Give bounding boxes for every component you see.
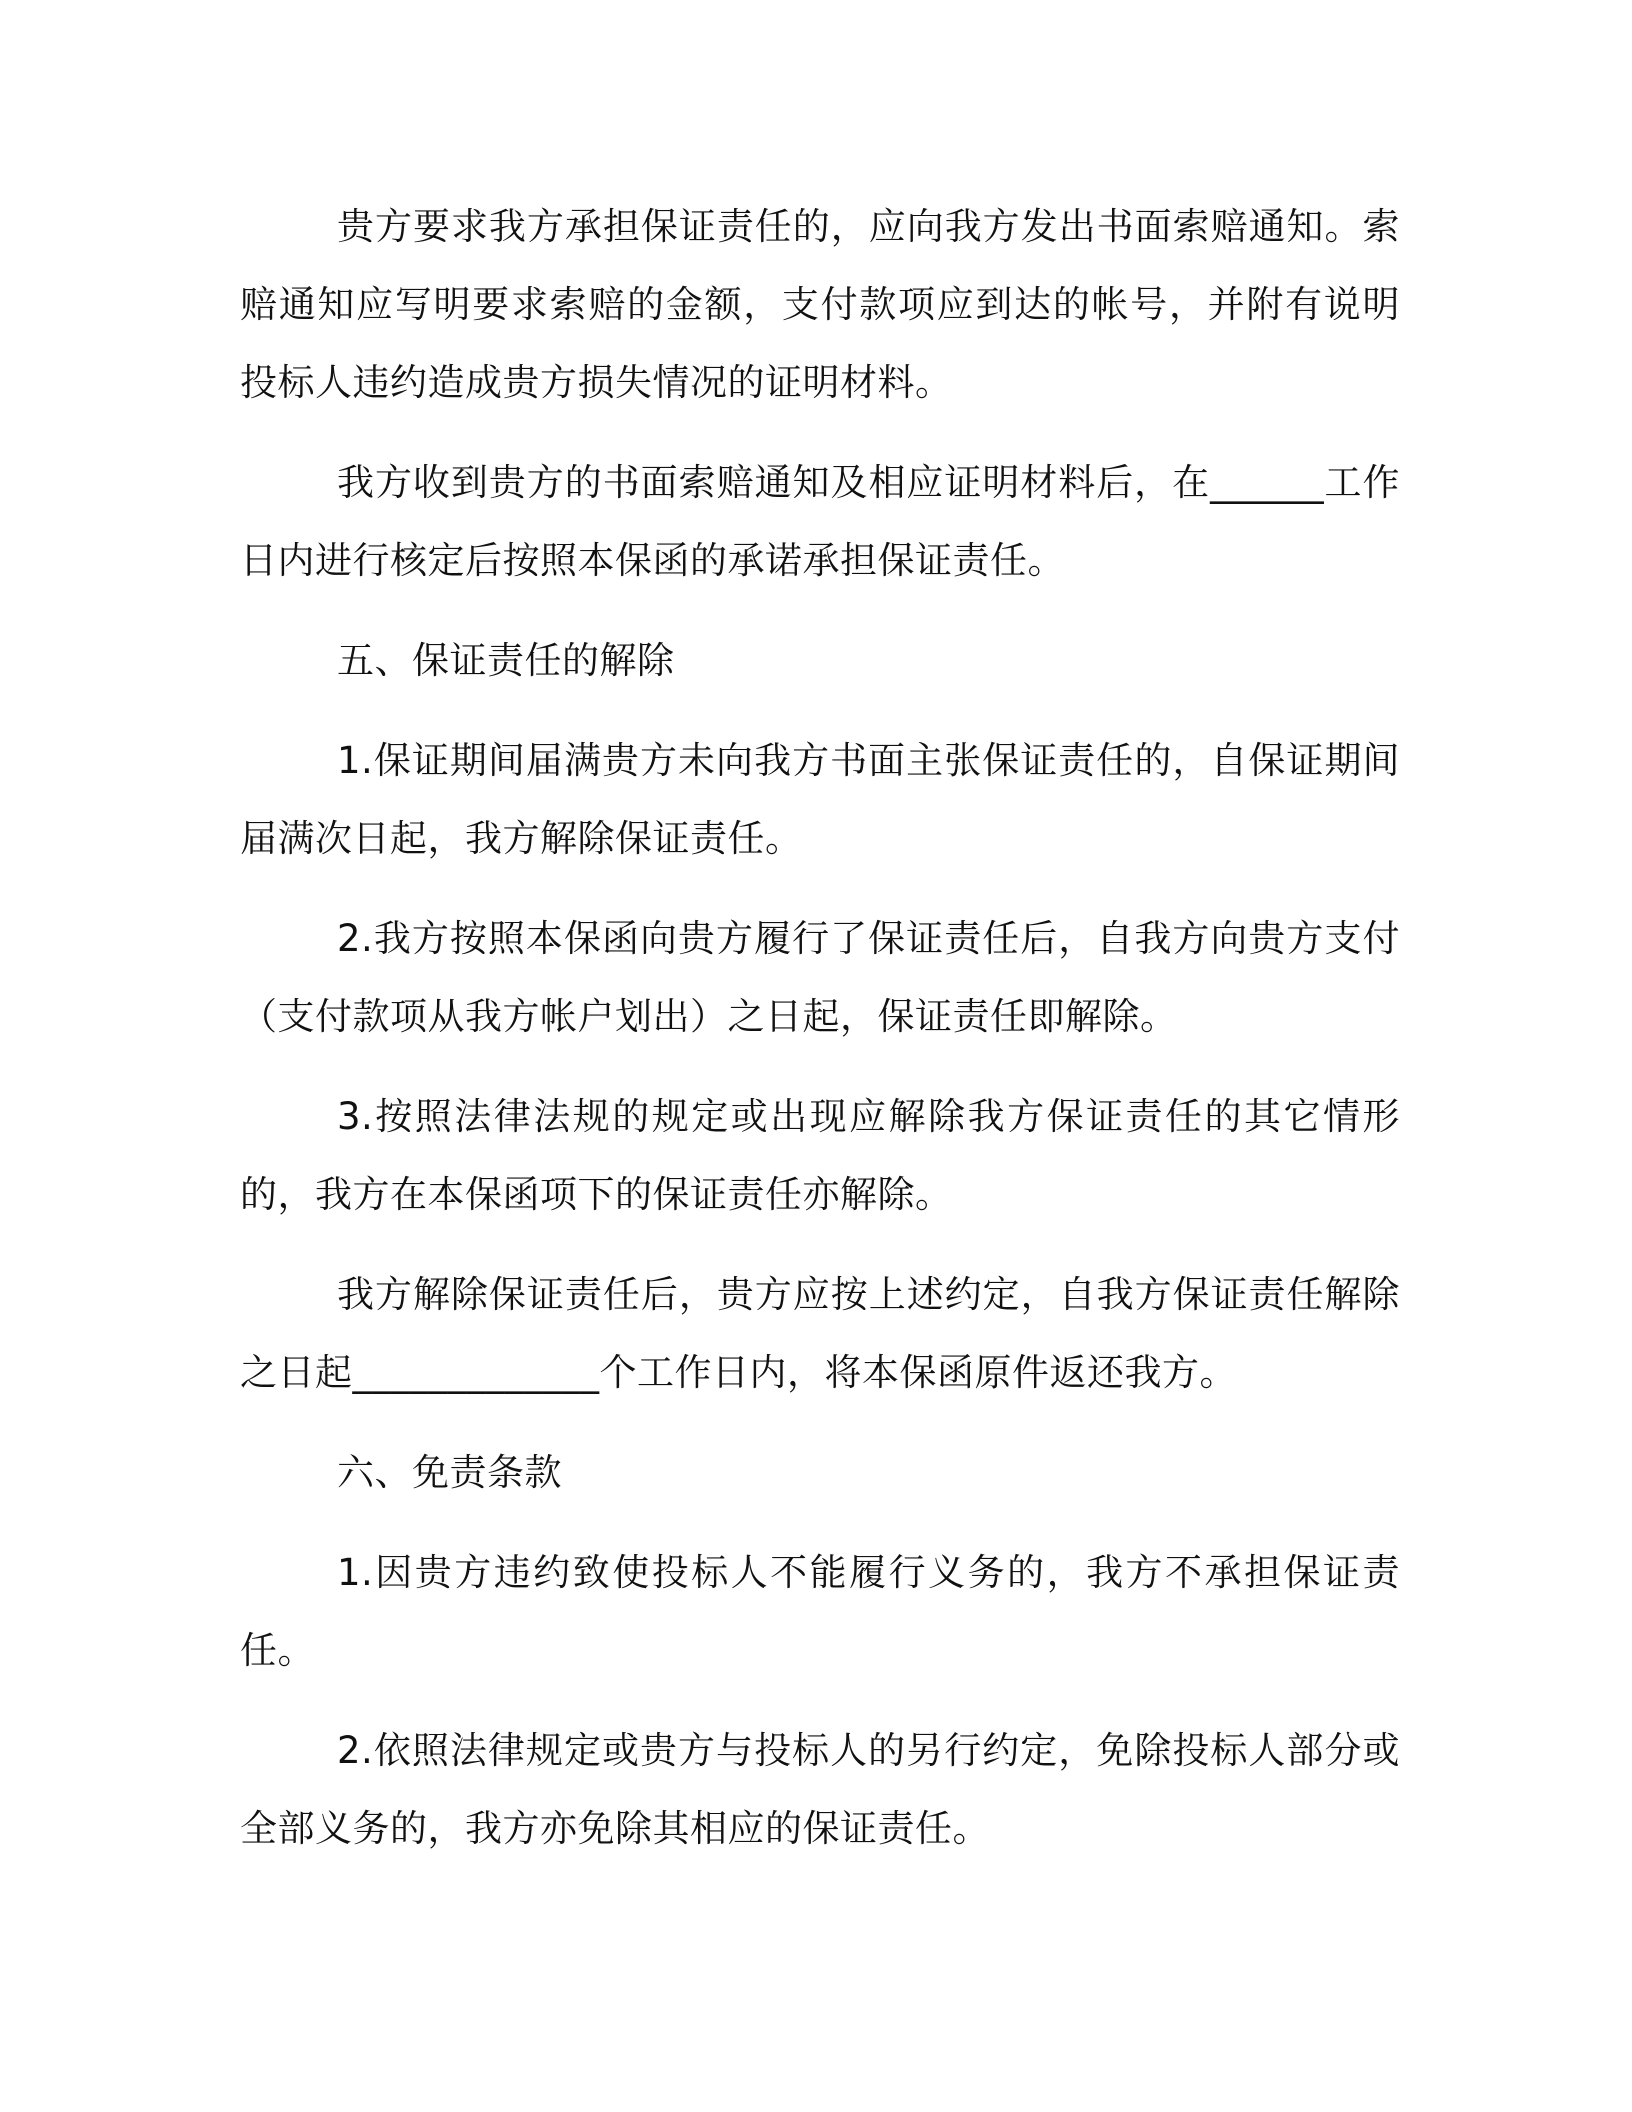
paragraph-release-1: 1.保证期间届满贵方未向我方书面主张保证责任的，自保证期间届满次日起，我方解除保证责任。	[240, 739, 1400, 860]
paragraph-verification: 我方收到贵方的书面索赔通知及相应证明材料后，在______工作日内进行核定后按照本保函的承诺承担保证责任。	[240, 461, 1400, 582]
paragraph-release-2: 2.我方按照本保函向贵方履行了保证责任后，自我方向贵方支付（支付款项从我方帐户划出）之日起，保证责任即解除。	[240, 917, 1400, 1038]
document-body	[240, 188, 1400, 1890]
paragraph-return-original: 我方解除保证责任后，贵方应按上述约定，自我方保证责任解除之日起_____________个工作日内，将本保函原件返还我方。	[240, 1273, 1400, 1394]
paragraph-claim-notice: 贵方要求我方承担保证责任的，应向我方发出书面索赔通知。索赔通知应写明要求索赔的金额，支付款项应到达的帐号，并附有说明投标人违约造成贵方损失情况的证明材料。	[240, 205, 1400, 404]
paragraph-release-3: 3.按照法律法规的规定或出现应解除我方保证责任的其它情形的，我方在本保函项下的保证责任亦解除。	[240, 1095, 1400, 1216]
section-heading-release: 五、保证责任的解除	[337, 639, 675, 682]
section-heading-exemption: 六、免责条款	[337, 1451, 562, 1494]
paragraph-exemption-2: 2.依照法律规定或贵方与投标人的另行约定，免除投标人部分或全部义务的，我方亦免除其相应的保证责任。	[240, 1729, 1400, 1850]
paragraph-exemption-1: 1.因贵方违约致使投标人不能履行义务的，我方不承担保证责任。	[240, 1551, 1400, 1672]
